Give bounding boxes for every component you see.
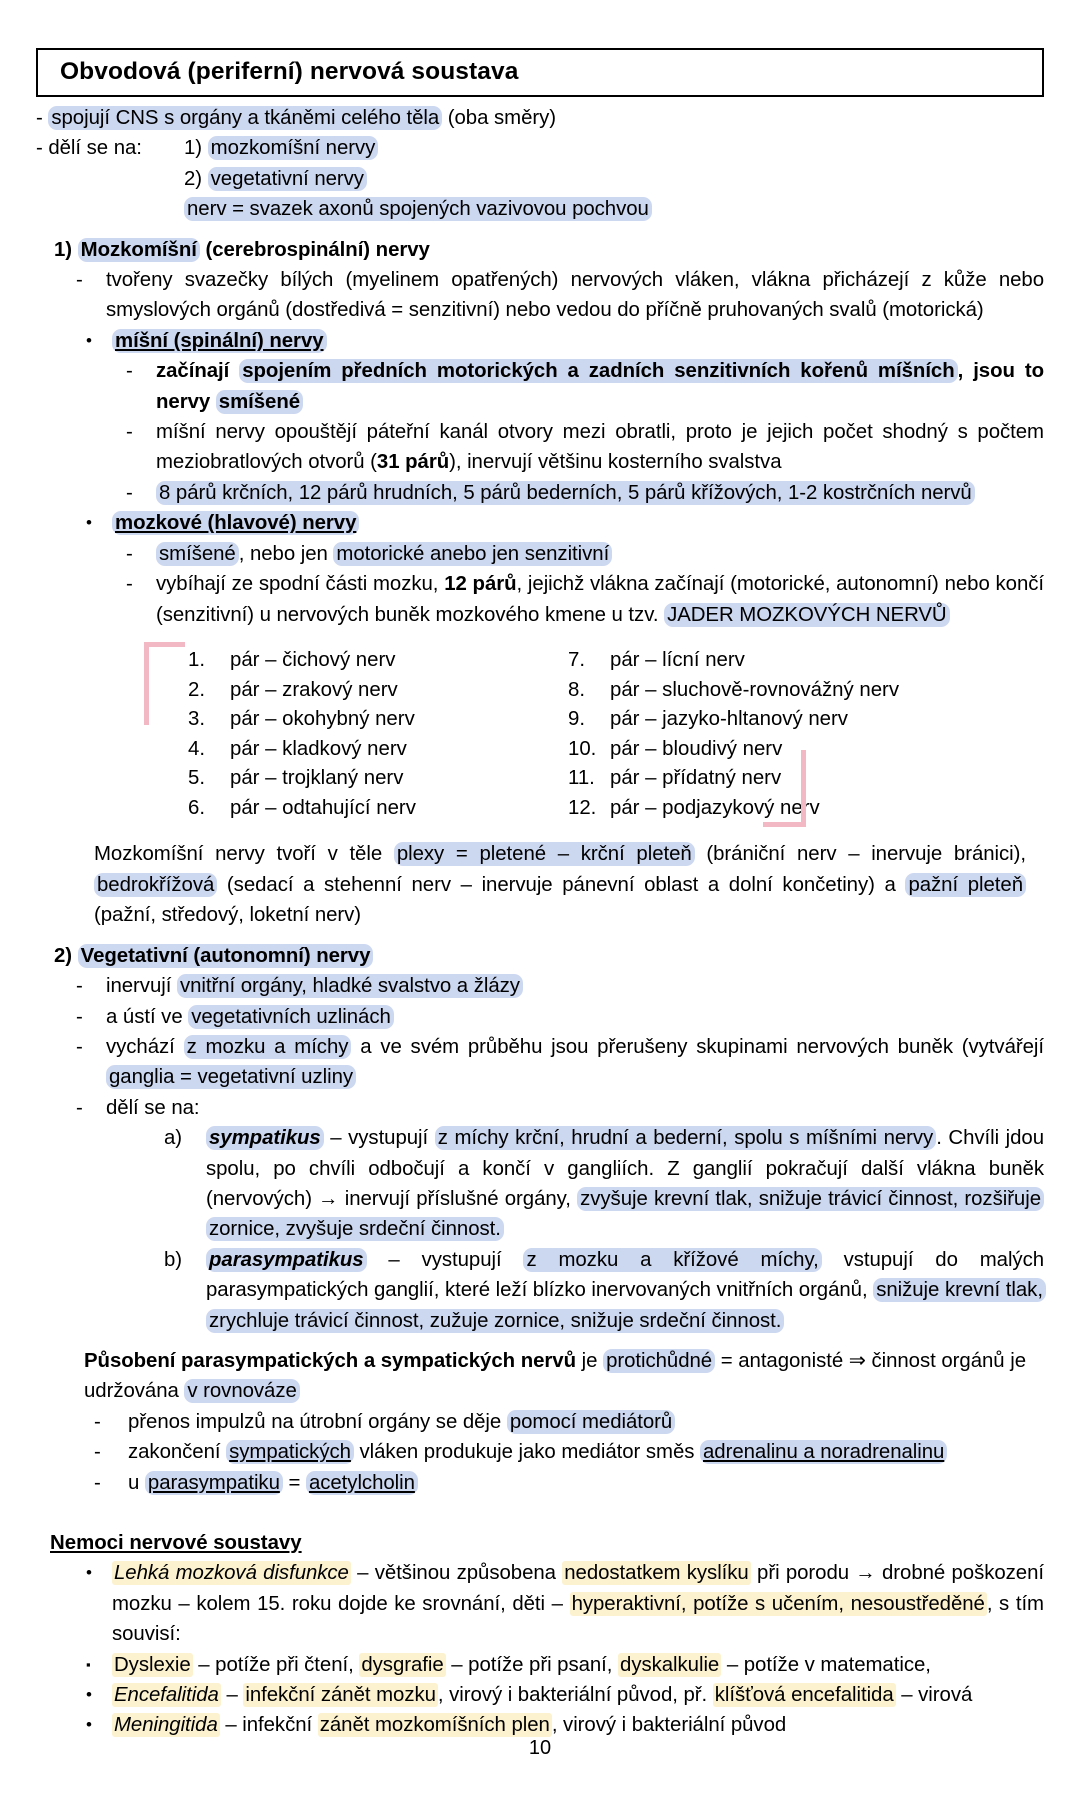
dash-marker: - (76, 269, 83, 292)
nerve-number: 5. (188, 767, 206, 790)
spinal-nerves-title-wrap (112, 326, 1044, 356)
spacer (36, 931, 1044, 941)
bracket-top-left-decoration (144, 642, 185, 725)
disease-3-a: – (220, 1684, 244, 1707)
list-item (568, 676, 948, 706)
mediator-1-highlight: pomocí mediátorů (507, 1410, 675, 1434)
intro-num-1: 1) (184, 137, 203, 160)
antagonist-highlight-2: v rovnováze (184, 1379, 299, 1403)
intro-line-3 (36, 164, 1044, 194)
section-2-heading-highlight: Vegetativní (autonomní) nervy (78, 944, 374, 968)
nerve-number: 9. (568, 708, 586, 731)
nerve-label: pár – přídatný nerv (610, 767, 782, 790)
page-title-box (36, 48, 1044, 97)
intro-item-2: vegetativní nervy (208, 167, 367, 191)
nerve-label: pár – lícní nerv (610, 648, 745, 671)
list-item (188, 794, 568, 824)
intro-line-4 (36, 194, 1044, 224)
disease-1-b: při porodu → drobné poškození mozku – kolem 15. roku dojde ke srovnání, děti – (112, 1562, 1044, 1615)
intro-split-items (184, 133, 1044, 163)
dash-marker: - (126, 481, 133, 504)
mediator-3-a: u (128, 1471, 145, 1494)
cranial-item-2-count: 12 párů (444, 573, 517, 596)
spinal-item-1-text (156, 356, 1044, 417)
nerve-label: pár – kladkový nerv (230, 737, 407, 760)
cranial-nerves-title: mozkové (hlavové) nervy (112, 511, 359, 535)
sympatikus-term: sympatikus (206, 1126, 324, 1150)
dash-marker: - (126, 573, 133, 596)
nerve-number: 4. (188, 737, 206, 760)
spinal-item-2-b: ), inervují většinu kosterního svalstva (449, 451, 782, 474)
disease-2-c: – potíže v matematice, (721, 1653, 931, 1676)
sympatikus-a: – vystupují (323, 1127, 435, 1150)
disease-1-c: , s tím souvisí: (112, 1592, 1044, 1646)
list-item (188, 676, 568, 706)
list-item (188, 735, 568, 765)
intro-num-2: 2) (184, 167, 203, 190)
sympatikus-item (164, 1123, 1044, 1245)
list-item (188, 705, 568, 735)
disease-4-b: , virový i bakteriální původ (551, 1714, 787, 1737)
nerve-number: 7. (568, 648, 586, 671)
cranial-nerves-title-wrap (112, 508, 1044, 538)
parasympatikus-item (164, 1245, 1044, 1336)
mediator-3-highlight-1: parasympatiku (145, 1471, 283, 1495)
disease-item-3 (86, 1680, 1044, 1710)
plexus-d: (pažní, středový, loketní nerv) (94, 904, 362, 927)
mediator-item-2-text (128, 1437, 1044, 1467)
item-2-pre: a ústí ve (106, 1005, 189, 1028)
intro-dash: - (36, 107, 49, 129)
nerve-label: pár – podjazykový nerv (610, 796, 820, 819)
spinal-item-3 (126, 478, 1044, 508)
disease-4-a: – infekční (219, 1714, 318, 1737)
spinal-item-1-mid: , jsou to nervy (156, 360, 1044, 413)
section-2-item-1 (76, 971, 1044, 1001)
sympatikus-highlight-1: z míchy krční, hrudní a bederní, spolu s míšními nervy (435, 1126, 936, 1150)
list-marker-a: a) (164, 1127, 183, 1150)
section-2-number: 2) (54, 944, 78, 967)
intro-split-items-2 (184, 164, 1044, 194)
mediator-3-b: = (282, 1471, 306, 1494)
item-3-highlight-1: z mozku a míchy (184, 1035, 352, 1059)
sympatikus-b: . Chvíli jdou spolu, po chvíli odbočují a končí v gangliích. Z ganglií pokračují další vlákna buněk (nervových) → inervují příslušné orgány, (206, 1127, 1044, 1210)
mediator-item-1 (94, 1407, 1044, 1437)
disease-1-name: Lehká mozková disfunkce (114, 1562, 349, 1585)
parasympatikus-a: – vystupují (366, 1248, 524, 1271)
dash-marker: - (76, 1005, 83, 1028)
disease-2-highlight-2: dysgrafie (361, 1653, 444, 1676)
mediator-2-b: vláken produkuje jako mediátor směs (353, 1441, 701, 1464)
spacer (36, 829, 1044, 839)
section-1-para-1-text: tvořeny svazečky bílých (myelinem opatřených) nervových vláken, vlákna přicházejí z kůže nebo smyslových orgánů (dostředivá = senzitivní) nebo vedou do příčně pruhovaných svalů (motorická) (106, 269, 1044, 322)
item-3-b: a ve svém průběhu jsou přerušeny skupinami nervových buněk (vytvářejí (351, 1035, 1044, 1058)
item-3-highlight-2: ganglia = vegetativní uzliny (106, 1065, 356, 1089)
section-2-item-4-text: dělí se na: (106, 1096, 200, 1119)
antagonist-highlight-1: protichůdné (603, 1349, 715, 1373)
cranial-item-2 (126, 569, 1044, 630)
antagonist-summary (84, 1346, 1026, 1407)
nerve-number: 10. (568, 737, 597, 760)
section-2-item-2 (76, 1002, 1044, 1032)
disease-1-highlight-2: hyperaktivní, potíže s učením, nesoustředěné (571, 1592, 985, 1615)
dash-marker: - (126, 542, 133, 565)
mediator-2-highlight-2: adrenalinu a noradrenalinu (700, 1440, 947, 1464)
cranial-item-2-highlight: JADER MOZKOVÝCH NERVŮ (664, 603, 950, 627)
list-item (568, 705, 948, 735)
sympatikus-highlight-2: zvyšuje krevní tlak, snižuje trávicí činnost, rozšiřuje zornice, zvyšuje srdeční činnost. (206, 1187, 1044, 1241)
nerve-number: 2. (188, 678, 206, 701)
cranial-nerve-column-left (188, 646, 568, 824)
disease-3-highlight-1: infekční zánět mozku (245, 1684, 436, 1707)
parasympatikus-highlight-2: snižuje krevní tlak, zrychluje trávicí činnost, zužuje zornice, snižuje srdeční činnost. (206, 1278, 1046, 1332)
cranial-nerve-column-right (568, 646, 948, 824)
cranial-item-1-mid: , nebo jen (238, 542, 334, 565)
mediator-item-3 (94, 1468, 1044, 1498)
disease-4-name: Meningitida (114, 1714, 218, 1737)
spinal-item-2-a: míšní nervy opouštějí páteřní kanál otvory mezi obratli, proto je jejich počet shodný s počtem meziobratlových otvorů ( (156, 421, 1044, 474)
plexus-c: (sedací a stehenní nerv – inervuje pánevní oblast a dolní končetiny) a (217, 873, 906, 896)
dash-marker: - (94, 1441, 101, 1464)
disease-3-name: Encefalitida (114, 1684, 219, 1707)
plexus-highlight-2: bedrokřížová (94, 873, 217, 897)
bullet-square-icon: ▪ (86, 1656, 91, 1672)
section-1-heading-rest: (cerebrospinální) nervy (199, 238, 430, 261)
list-item (568, 794, 948, 824)
spinal-item-1-highlight: spojením předních motorických a zadních senzitivních kořenů míšních (239, 359, 957, 383)
dash-marker: - (94, 1410, 101, 1433)
mediator-item-2 (94, 1437, 1044, 1467)
spinal-item-2-count: 31 párů (376, 451, 450, 474)
nerve-label: pár – okohybný nerv (230, 708, 415, 731)
antagonist-summary-b: = antagonisté ⇒ činnost orgánů je udržována (84, 1349, 1026, 1403)
disease-1-a: – většinou způsobena (350, 1562, 563, 1585)
cranial-item-1-highlight: smíšené (156, 542, 239, 566)
cranial-item-1-highlight-2: motorické anebo jen senzitivní (333, 542, 612, 566)
nerve-number: 12. (568, 796, 597, 819)
disease-item-3-text (112, 1680, 1044, 1710)
section-2-heading (54, 941, 1044, 971)
section-2-item-3-text (106, 1032, 1044, 1093)
nerve-number: 11. (568, 767, 595, 790)
nerve-number: 6. (188, 796, 206, 819)
intro-spacer-1 (36, 164, 184, 194)
diseases-heading: Nemoci nervové soustavy (50, 1532, 302, 1554)
plexus-highlight-1: plexy = pletené – krční pleteň (394, 842, 695, 866)
spacer (36, 225, 1044, 235)
nerve-definition: nerv = svazek axonů spojených vazivovou pochvou (184, 197, 652, 221)
disease-2-a: – potíže při čtení, (192, 1653, 360, 1676)
disease-item-1 (86, 1558, 1044, 1649)
cranial-nerve-pairs-list (36, 642, 1044, 830)
bracket-bottom-right-decoration (763, 750, 806, 827)
section-1-heading-highlight: Mozkomíšní (78, 238, 200, 262)
spinal-nerves-title: míšní (spinální) nervy (112, 329, 327, 353)
section-1-number: 1) (54, 238, 78, 261)
list-item (568, 646, 948, 676)
nerve-label: pár – trojklaný nerv (230, 767, 404, 790)
spinal-item-3-highlight: 8 párů krčních, 12 párů hrudních, 5 párů bederních, 5 párů křížových, 1-2 kostrčních nervů (156, 481, 975, 505)
disease-3-b: , virový i bakteriální původ, př. (437, 1684, 713, 1707)
list-marker-b: b) (164, 1248, 183, 1271)
parasympatikus-term: parasympatikus (206, 1248, 367, 1272)
item-1-highlight: vnitřní orgány, hladké svalstvo a žlázy (177, 974, 523, 998)
mediator-item-3-text (128, 1468, 1044, 1498)
plexus-paragraph (94, 839, 1026, 930)
spinal-item-1 (126, 356, 1044, 417)
bullet-dot-icon: • (86, 1715, 92, 1735)
nerve-label: pár – bloudivý nerv (610, 737, 783, 760)
cranial-item-2-a: vybíhají ze spodní části mozku, (156, 573, 445, 596)
section-2-item-3 (76, 1032, 1044, 1093)
page-number: 10 (528, 1737, 552, 1759)
intro-line-1 (36, 103, 1044, 133)
nerve-number: 1. (188, 648, 206, 671)
nerve-number: 3. (188, 708, 206, 731)
parasympatikus-b: vstupují do malých parasympatických ganglií, které leží blízko inervovaných vnitřních orgánů, (206, 1248, 1045, 1302)
spinal-item-2 (126, 417, 1044, 478)
intro-spacer-2 (36, 194, 184, 224)
section-2-item-4 (76, 1093, 1044, 1123)
dash-marker: - (76, 1096, 83, 1119)
cranial-nerves-heading (86, 508, 1044, 538)
intro-split-items-3 (184, 194, 1044, 224)
mediator-2-a: zakončení (128, 1441, 227, 1464)
section-1-heading (54, 235, 1044, 265)
antagonist-summary-bold: Působení parasympatických a sympatických nervů (84, 1349, 576, 1372)
intro-line-2 (36, 133, 1044, 163)
nerve-label: pár – čichový nerv (230, 648, 396, 671)
spinal-item-3-text (156, 478, 1044, 508)
nerve-label: pár – zrakový nerv (230, 678, 398, 701)
spinal-nerves-heading (86, 326, 1044, 356)
intro-split-label: - dělí se na: (36, 137, 142, 160)
bullet-dot-icon: • (86, 1563, 92, 1583)
nerve-label: pár – odtahující nerv (230, 796, 416, 819)
nerve-label: pár – jazyko-hltanový nerv (610, 708, 849, 731)
disease-item-1-text (112, 1558, 1044, 1649)
dash-marker: - (126, 421, 133, 444)
item-1-pre: inervují (106, 975, 177, 998)
disease-item-2 (86, 1650, 1044, 1680)
item-2-highlight: vegetativních uzlinách (188, 1005, 394, 1029)
spinal-item-2-text (156, 417, 1044, 478)
item-3-a: vychází (106, 1035, 184, 1058)
spinal-item-1-pre: začínají (156, 360, 240, 383)
dash-marker: - (76, 1035, 83, 1058)
disease-1-highlight-1: nedostatkem kyslíku (564, 1562, 749, 1585)
sympatikus-text (206, 1123, 1044, 1245)
parasympatikus-text (206, 1245, 1044, 1336)
intro-item-1: mozkomíšní nervy (208, 136, 379, 160)
disease-4-highlight-1: zánět mozkomíšních plen (319, 1714, 550, 1737)
disease-2-highlight-1: Dyslexie (114, 1653, 191, 1676)
disease-2-highlight-3: dyskalkulie (620, 1653, 720, 1676)
plexus-a: Mozkomíšní nervy tvoří v těle (94, 843, 394, 866)
mediator-3-highlight-2: acetylcholin (306, 1471, 418, 1495)
plexus-highlight-3: pažní pleteň (905, 873, 1026, 897)
bullet-dot-icon: • (86, 330, 92, 350)
spacer (36, 1336, 1044, 1346)
nerve-label: pár – sluchově-rovnovážný nerv (610, 678, 900, 701)
section-1-para-1 (76, 265, 1044, 326)
disease-2-b: – potíže při psaní, (445, 1653, 619, 1676)
mediator-item-1-text (128, 1407, 1044, 1437)
list-item (188, 646, 568, 676)
cranial-item-2-text (156, 569, 1044, 630)
intro-line-1-tail: (oba směry) (442, 107, 556, 129)
plexus-b: (brániční nerv – inervuje bránici), (694, 843, 1026, 866)
page-title: Obvodová (periferní) nervová soustava (60, 58, 519, 85)
mediator-1-pre: přenos impulzů na útrobní orgány se děje (128, 1410, 507, 1433)
section-2-item-1-text (106, 971, 1044, 1001)
mediator-2-highlight-1: sympatických (226, 1440, 354, 1464)
bullet-dot-icon: • (86, 513, 92, 533)
parasympatikus-highlight-1: z mozku a křížové míchy, (523, 1248, 821, 1272)
antagonist-summary-a: je (575, 1349, 604, 1372)
section-2-item-2-text (106, 1002, 1044, 1032)
disease-3-highlight-2: klíšťová encefalitida (714, 1684, 894, 1707)
spacer (36, 1498, 1044, 1528)
cranial-item-1-text (156, 539, 1044, 569)
dash-marker: - (76, 975, 83, 998)
dash-marker: - (94, 1471, 101, 1494)
list-item (568, 764, 948, 794)
dash-marker: - (126, 360, 133, 383)
intro-line-1-highlight: spojují CNS s orgány a tkáněmi celého těla (48, 106, 442, 130)
cranial-item-1 (126, 539, 1044, 569)
disease-3-c: – virová (895, 1684, 973, 1707)
list-item (188, 764, 568, 794)
spinal-item-1-highlight-2: smíšené (216, 390, 303, 414)
bullet-dot-icon: • (86, 1685, 92, 1705)
list-item (568, 735, 948, 765)
disease-item-2-text (112, 1650, 1044, 1680)
cranial-item-2-b: , jejichž vlákna začínají (motorické, autonomní) nebo končí (senzitivní) u nervových buněk mozkového kmene u tzv. (156, 573, 1044, 626)
nerve-number: 8. (568, 678, 586, 701)
cranial-nerve-columns (188, 646, 1044, 824)
